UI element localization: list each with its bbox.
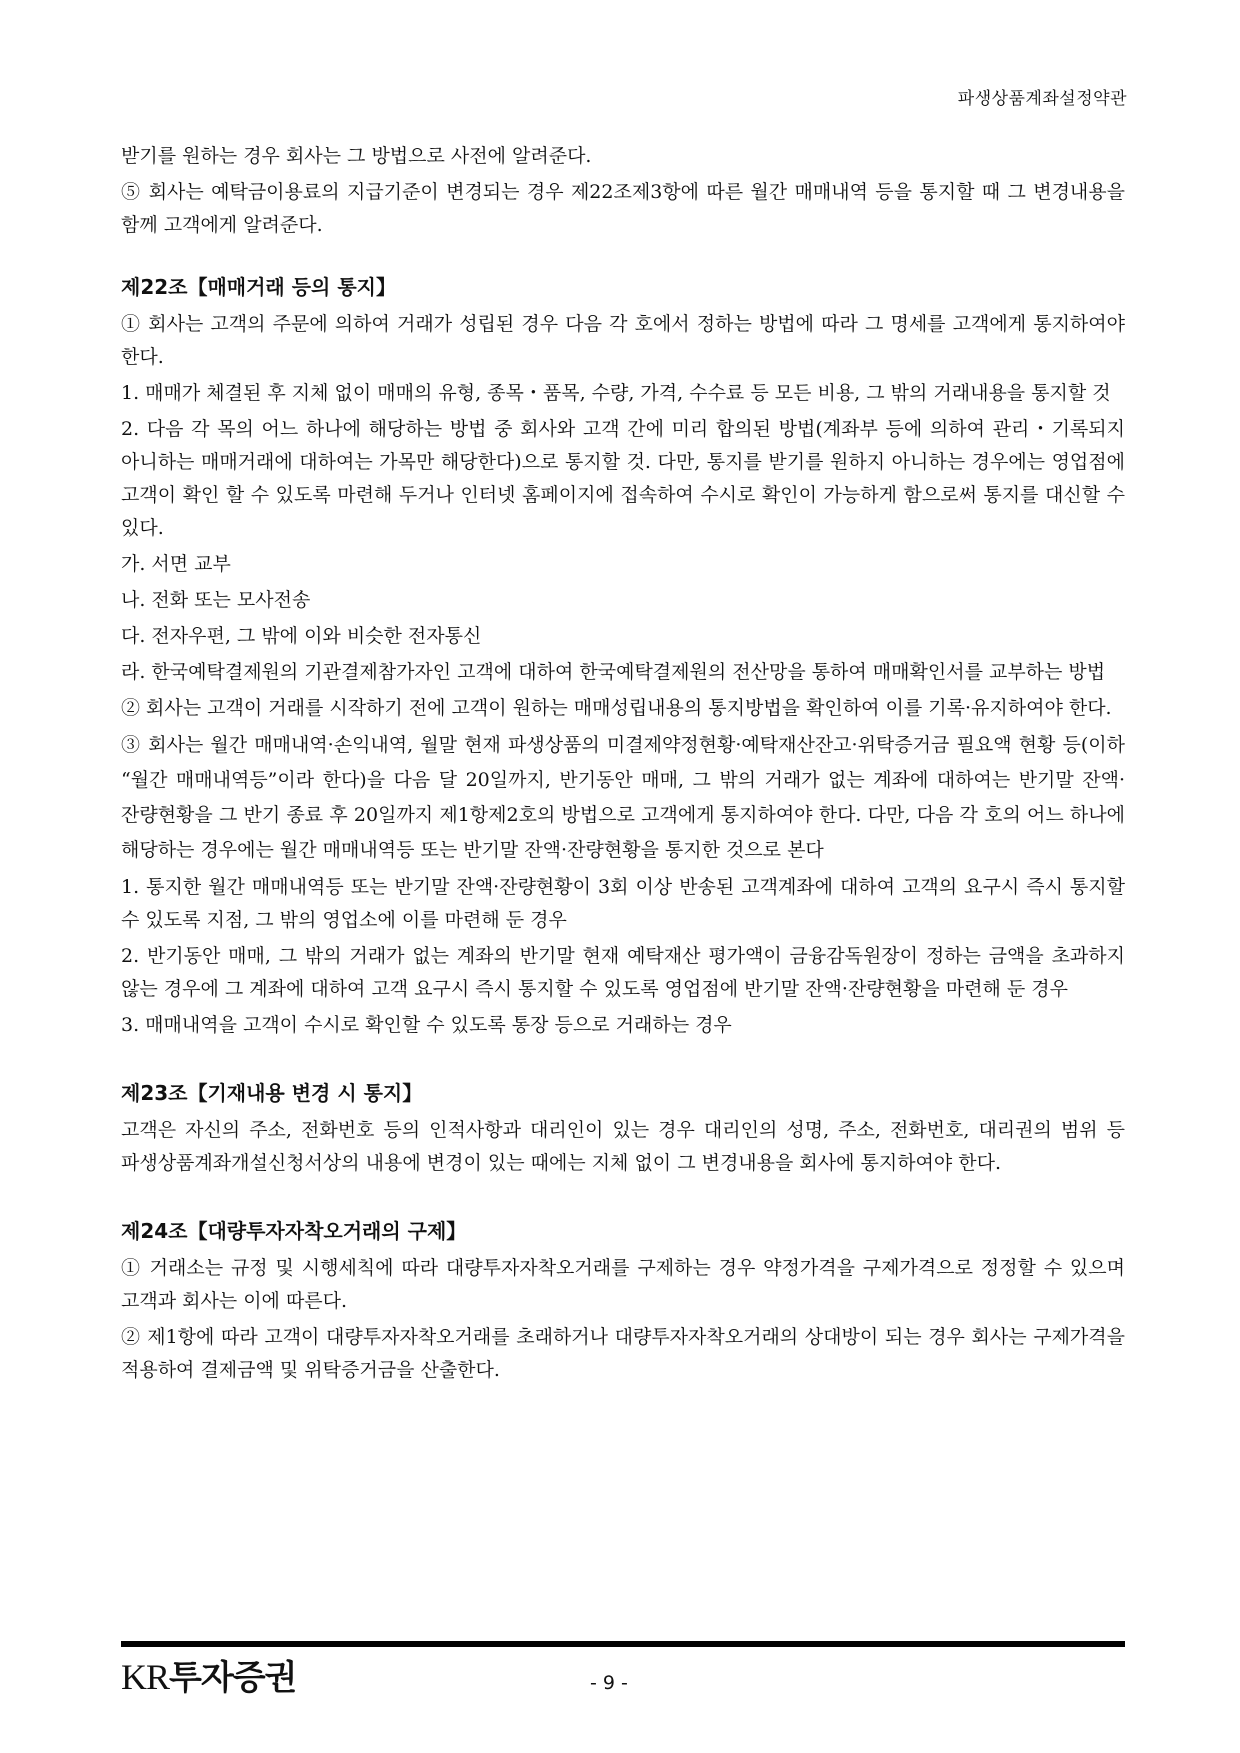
sub-list-item: 나. 전화 또는 모사전송 bbox=[121, 589, 311, 611]
logo-latin-text: KR bbox=[121, 1657, 170, 1697]
paragraph: 고객은 자신의 주소, 전화번호 등의 인적사항과 대리인이 있는 경우 대리인의 성명, 주소, 전화번호, 대리권의 범위 등 파생상품계좌개설신청서상의 내용에 변경이 있는 때에는 지체 없이 그 변경내용을 회사에 통지하여야 한다. bbox=[121, 1119, 1125, 1174]
list-item: 3. 매매내역을 고객이 수시로 확인할 수 있도록 통장 등으로 거래하는 경우 bbox=[121, 1014, 732, 1036]
company-logo bbox=[121, 1650, 296, 1699]
article-22-heading: 제22조【매매거래 등의 통지】 bbox=[121, 275, 396, 299]
article-23-heading: 제23조【기재내용 변경 시 통지】 bbox=[121, 1081, 423, 1105]
sub-list-item: 라. 한국예탁결제원의 기관결제참가자인 고객에 대하여 한국예탁결제원의 전산망을 통하여 매매확인서를 교부하는 방법 bbox=[121, 661, 1106, 683]
paragraph: 받기를 원하는 경우 회사는 그 방법으로 사전에 알려준다. bbox=[121, 145, 592, 167]
document-body bbox=[121, 140, 1125, 1390]
paragraph: ② 회사는 고객이 거래를 시작하기 전에 고객이 원하는 매매성립내용의 통지방법을 확인하여 이를 기록·유지하여야 한다. bbox=[121, 697, 1112, 719]
list-item: 1. 매매가 체결된 후 지체 없이 매매의 유형, 종목・품목, 수량, 가격, 수수료 등 모든 비용, 그 밖의 거래내용을 통지할 것 bbox=[121, 382, 1111, 404]
page-number: - 9 - bbox=[590, 1672, 628, 1694]
paragraph: ① 거래소는 규정 및 시행세칙에 따라 대량투자자착오거래를 구제하는 경우 약정가격을 구제가격으로 정정할 수 있으며 고객과 회사는 이에 따른다. bbox=[121, 1257, 1125, 1312]
logo-korean-text: 투자증권 bbox=[169, 1659, 297, 1697]
paragraph: ③ 회사는 월간 매매내역·손익내역, 월말 현재 파생상품의 미결제약정현황·예탁재산잔고·위탁증거금 필요액 현황 등(이하 “월간 매매내역등”이라 한다)을 다음 달 20일까지, 반기동안 매매, 그 밖의 거래가 없는 계좌에 대하여는 반기말 잔액·잔량현황을 그 반기 종료 후 20일까지 제1항제2호의 방법으로 고객에게 통지하여야 한다. 다만, 다음 각 호의 어느 하나에 해당하는 경우에는 월간 매매내역등 또는 반기말 잔액·잔량현황을 통지한 것으로 본다 bbox=[121, 734, 1125, 861]
paragraph: ② 제1항에 따라 고객이 대량투자자착오거래를 초래하거나 대량투자자착오거래의 상대방이 되는 경우 회사는 구제가격을 적용하여 결제금액 및 위탁증거금을 산출한다. bbox=[121, 1326, 1125, 1381]
footer-divider bbox=[121, 1641, 1125, 1647]
list-item: 2. 반기동안 매매, 그 밖의 거래가 없는 계좌의 반기말 현재 예탁재산 평가액이 금융감독원장이 정하는 금액을 초과하지 않는 경우에 그 계좌에 대하여 고객 요구시 즉시 통지할 수 있도록 영업점에 반기말 잔액·잔량현황을 마련해 둔 경우 bbox=[121, 945, 1125, 1000]
paragraph: ⑤ 회사는 예탁금이용료의 지급기준이 변경되는 경우 제22조제3항에 따른 월간 매매내역 등을 통지할 때 그 변경내용을 함께 고객에게 알려준다. bbox=[121, 181, 1125, 236]
list-item: 2. 다음 각 목의 어느 하나에 해당하는 방법 중 회사와 고객 간에 미리 합의된 방법(계좌부 등에 의하여 관리・기록되지 아니하는 매매거래에 대하여는 가목만 해당한다)으로 통지할 것. 다만, 통지를 받기를 원하지 아니하는 경우에는 영업점에 고객이 확인 할 수 있도록 마련해 두거나 인터넷 홈페이지에 접속하여 수시로 확인이 가능하게 함으로써 통지를 대신할 수 있다. bbox=[121, 418, 1125, 539]
sub-list-item: 다. 전자우편, 그 밖에 이와 비슷한 전자통신 bbox=[121, 625, 482, 647]
paragraph: ① 회사는 고객의 주문에 의하여 거래가 성립된 경우 다음 각 호에서 정하는 방법에 따라 그 명세를 고객에게 통지하여야 한다. bbox=[121, 313, 1125, 368]
document-header-title: 파생상품계좌설정약관 bbox=[957, 89, 1127, 109]
article-24-heading: 제24조【대량투자자착오거래의 구제】 bbox=[121, 1219, 467, 1243]
list-item: 1. 통지한 월간 매매내역등 또는 반기말 잔액·잔량현황이 3회 이상 반송된 고객계좌에 대하여 고객의 요구시 즉시 통지할 수 있도록 지점, 그 밖의 영업소에 이를 마련해 둔 경우 bbox=[121, 876, 1125, 931]
sub-list-item: 가. 서면 교부 bbox=[121, 553, 231, 575]
